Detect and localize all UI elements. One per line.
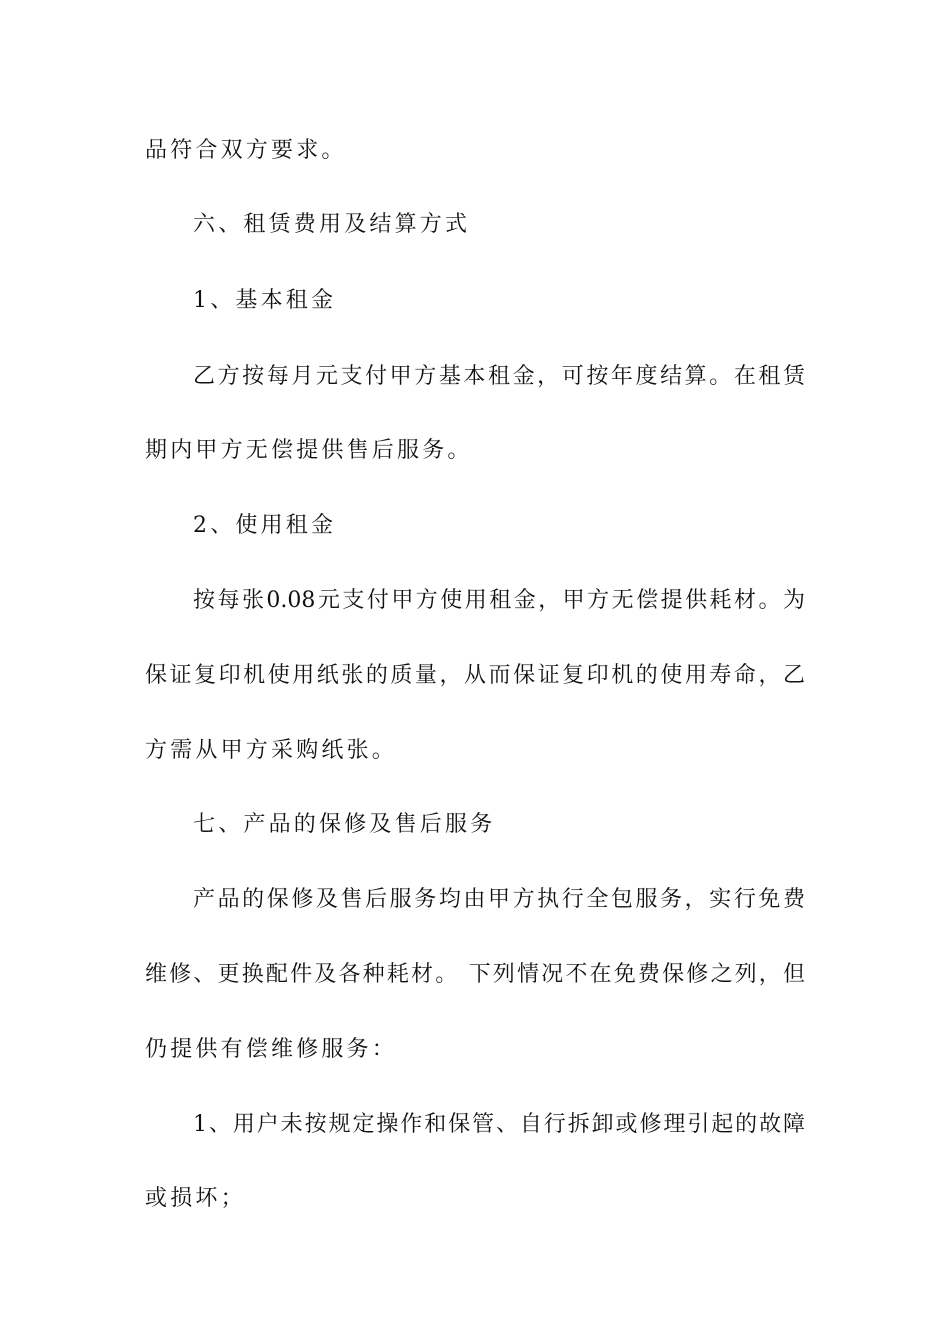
subsection-heading: 1、基本租金	[193, 288, 337, 313]
text-line: 按每张0.08元支付甲方使用租金，甲方无偿提供耗材。为	[193, 588, 805, 613]
section-heading: 六、租赁费用及结算方式	[193, 212, 471, 237]
text-line: 保证复印机使用纸张的质量，从而保证复印机的使用寿命，乙	[145, 663, 805, 688]
text-line: 产品的保修及售后服务均由甲方执行全包服务，实行免费	[193, 887, 805, 912]
subsection-heading: 2、使用租金	[193, 513, 337, 538]
text-line: 期内甲方无偿提供售后服务。	[145, 438, 473, 463]
text-line: 乙方按每月元支付甲方基本租金，可按年度结算。在租赁	[193, 364, 805, 389]
text-line: 或损坏；	[145, 1186, 246, 1211]
text-line: 品符合双方要求。	[145, 138, 347, 163]
text-line: 1、用户未按规定操作和保管、自行拆卸或修理引起的故障	[193, 1112, 805, 1137]
text-line: 维修、更换配件及各种耗材。 下列情况不在免费保修之列，但	[145, 962, 805, 987]
section-heading: 七、产品的保修及售后服务	[193, 812, 496, 837]
text-line: 仍提供有偿维修服务：	[145, 1037, 398, 1062]
text-line: 方需从甲方采购纸张。	[145, 738, 398, 763]
